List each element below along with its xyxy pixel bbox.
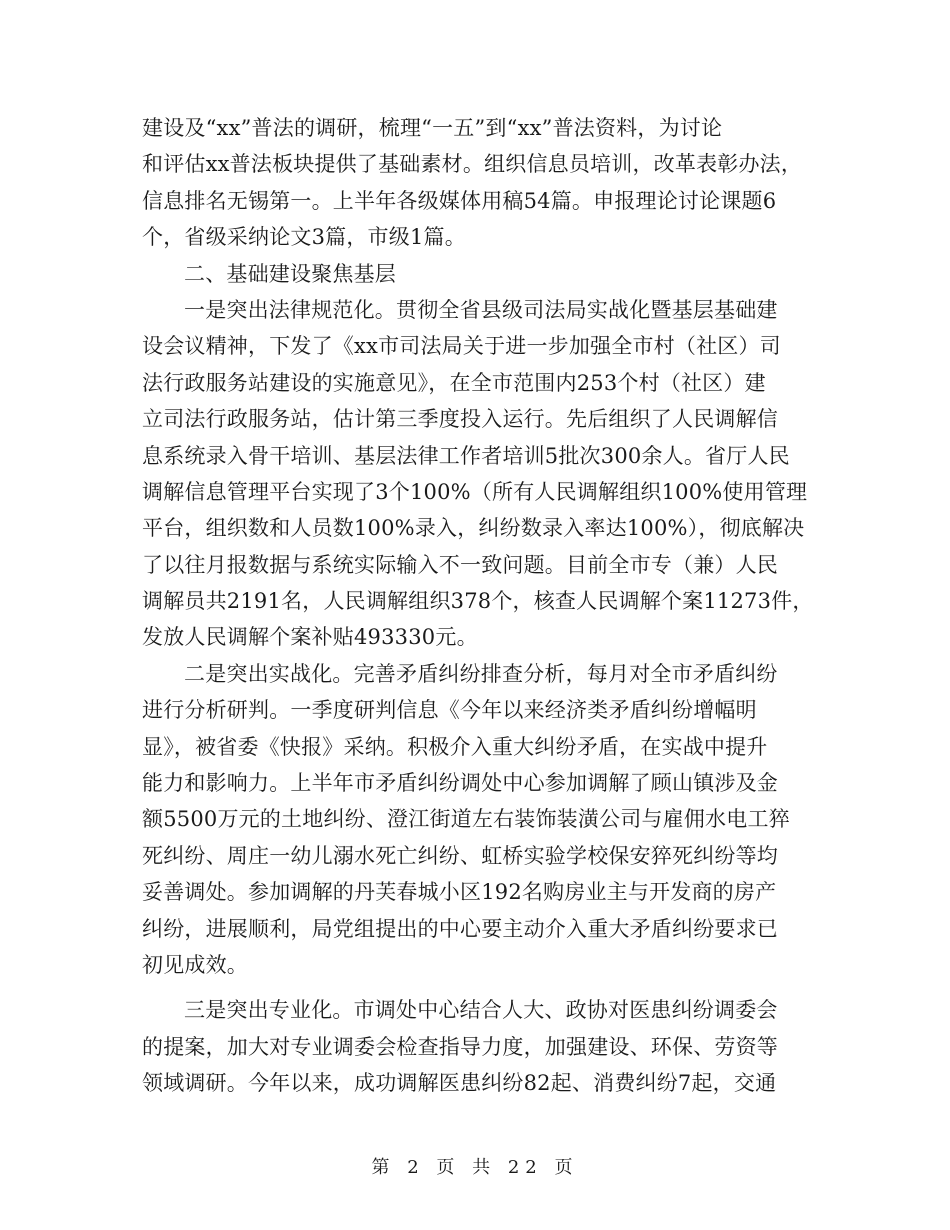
text-line: 妥善调处。参加调解的丹芙春城小区192名购房业主与开发商的房产 (142, 880, 777, 905)
text-line: 领域调研。今年以来，成功调解医患纠纷82起、消费纠纷7起，交通 (142, 1071, 777, 1096)
text-line: 调解信息管理平台实现了3个100%（所有人民调解组织100%使用管理 (142, 479, 808, 504)
text-line: 进行分析研判。一季度研判信息《今年以来经济类矛盾纠纷增幅明 (142, 698, 757, 723)
text-line: 纠纷，进展顺利，局党组提出的中心要主动介入重大矛盾纠纷要求已 (142, 916, 778, 941)
text-line: 了以往月报数据与系统实际输入不一致问题。目前全市专（兼）人民 (142, 552, 778, 577)
text-line: 能力和影响力。上半年市矛盾纠纷调处中心参加调解了顾山镇涉及金 (142, 771, 778, 796)
text-line: 初见成效。 (142, 952, 248, 977)
text-line: 信息排名无锡第一。上半年各级媒体用稿54篇。申报理论讨论课题6 (142, 188, 777, 213)
text-line: 调解员共2191名，人民调解组织378个，核查人民调解个案11273件， (142, 589, 814, 614)
section-heading: 二、基础建设聚焦基层 (184, 261, 396, 286)
text-line: 三是突出专业化。市调处中心结合人大、政协对医患纠纷调委会 (184, 998, 778, 1023)
text-line: 设会议精神，下发了《xx市司法局关于进一步加强全市村（社区）司 (142, 334, 781, 359)
text-line: 的提案，加大对专业调委会检查指导力度，加强建设、环保、劳资等 (142, 1034, 778, 1059)
text-line: 显》，被省委《快报》采纳。积极介入重大纠纷矛盾，在实战中提升 (142, 734, 768, 759)
document-body (142, 110, 814, 1102)
text-line: 发放人民调解个案补贴493330元。 (142, 625, 478, 650)
text-line: 立司法行政服务站，估计第三季度投入运行。先后组织了人民调解信 (142, 407, 778, 432)
text-line: 和评估xx普法板块提供了基础素材。组织信息员培训，改革表彰办法， (142, 152, 803, 177)
text-line: 死纠纷、周庄一幼儿溺水死亡纠纷、虹桥实验学校保安猝死纠纷等均 (142, 843, 778, 868)
text-line: 平台，组织数和人员数100%录入，纠纷数录入率达100%），彻底解决 (142, 516, 805, 541)
text-line: 二是突出实战化。完善矛盾纠纷排查分析，每月对全市矛盾纠纷 (184, 661, 778, 686)
text-line: 额5500万元的土地纠纷、澄江街道左右装饰装潢公司与雇佣水电工猝 (142, 807, 790, 832)
page-number-footer: 第 2 页 共 22 页 (371, 1157, 579, 1178)
text-line: 息系统录入骨干培训、基层法律工作者培训5批次300余人。省厅人民 (142, 443, 790, 468)
text-line: 建设及“xx”普法的调研，梳理“一五”到“xx”普法资料，为讨论 (142, 116, 723, 140)
text-line: 法行政服务站建设的实施意见》，在全市范围内253个村（社区）建 (142, 370, 766, 395)
text-line: 个，省级采纳论文3篇，市级1篇。 (142, 225, 466, 250)
text-line: 一是突出法律规范化。贯彻全省县级司法局实战化暨基层基础建 (184, 297, 778, 322)
